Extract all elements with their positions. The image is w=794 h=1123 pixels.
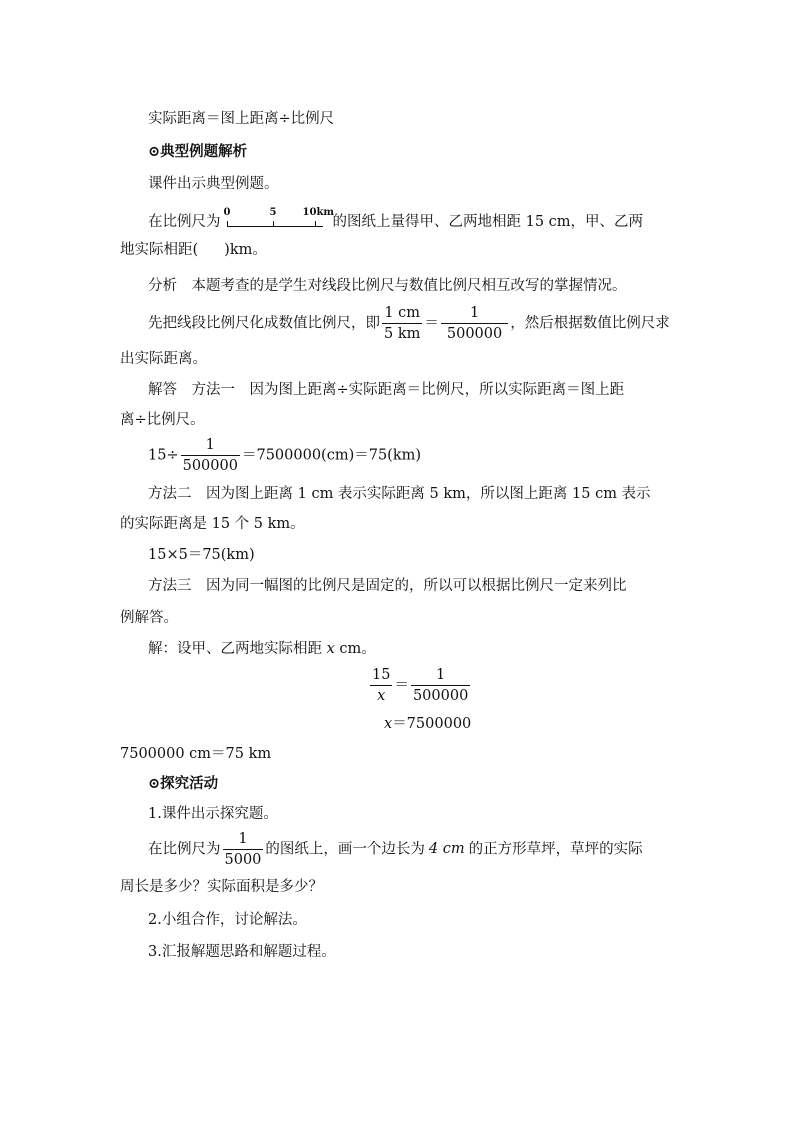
- solution-method-3-cont: 例解答。: [120, 610, 178, 626]
- analysis-line: 分析 本题考查的是学生对线段比例尺与数值比例尺相互改写的掌握情况。: [148, 278, 627, 294]
- calculation-division: [148, 438, 421, 473]
- fraction-1-500000: [441, 306, 508, 341]
- example-line-1: [148, 208, 643, 230]
- scale-bar-label-5: 5: [269, 207, 277, 218]
- analysis-text-b: ，然后根据数值比例尺求: [510, 315, 670, 332]
- calc-text-a: 15÷: [148, 447, 179, 464]
- fraction-1-5000: [223, 832, 264, 867]
- analysis-text-a: 先把线段比例尺化成数值比例尺，即: [148, 315, 380, 332]
- equation-solution: [384, 717, 471, 732]
- example-text-c: 地实际相距(: [120, 242, 199, 258]
- analysis-line-end: 出实际距离。: [120, 351, 207, 367]
- solution-method-1: 解答 方法一 因为图上距离÷实际距离＝比例尺，所以实际距离＝图上距: [148, 382, 625, 398]
- scale-bar-tick-10: [315, 221, 316, 227]
- fraction-numerator: 1: [469, 305, 480, 321]
- explore-step-3: 3.汇报解题思路和解题过程。: [148, 944, 336, 960]
- fraction-denominator: x: [370, 685, 392, 704]
- fraction-numerator: 15: [372, 667, 391, 683]
- conversion-result: 7500000 cm＝75 km: [120, 746, 272, 762]
- explore-step-1: 1.课件出示探究题。: [148, 806, 278, 822]
- scale-bar-tick-0: [227, 221, 228, 227]
- question-text-a: 在比例尺为: [148, 841, 221, 858]
- equals-sign: ＝: [424, 315, 439, 332]
- fraction-15-x: [370, 668, 392, 703]
- let-text-a: 解：设甲、乙两地实际相距: [148, 641, 322, 657]
- example-line-2: [120, 243, 267, 258]
- section-heading-explore: ⊙探究活动: [148, 775, 219, 792]
- let-text-c: cm。: [339, 641, 376, 657]
- fraction-numerator: 1: [436, 667, 446, 683]
- fraction-numerator: 1: [238, 831, 248, 847]
- example-text-b: 的图纸上量得甲、乙两地相距 15 cm，甲、乙两: [332, 214, 644, 230]
- calc-text-b: ＝7500000(cm)＝75(km): [241, 447, 422, 464]
- example-text-a: 在比例尺为: [148, 214, 221, 230]
- fraction-denominator: 5000: [223, 849, 264, 868]
- variable-x: x: [326, 641, 335, 657]
- section-heading-examples: ⊙典型例题解析: [148, 143, 248, 160]
- fraction-numerator: 1 cm: [384, 305, 421, 321]
- fraction-denominator: 500000: [441, 323, 508, 342]
- solution-value: ＝7500000: [392, 716, 472, 732]
- proportion-equation: [368, 668, 472, 703]
- solution-method-3: 方法三 因为同一幅图的比例尺是固定的，所以可以根据比例尺一定来列比: [148, 578, 627, 594]
- fraction-1-500000: [181, 438, 240, 473]
- question-side-length: 4 cm: [428, 841, 465, 858]
- explore-question-line-1: [148, 832, 643, 867]
- paragraph-show-example: 课件出示典型例题。: [148, 176, 279, 192]
- fraction-numerator: 1: [205, 437, 215, 453]
- solution-method-1-cont: 离÷比例尺。: [120, 412, 205, 428]
- solution-let-x: [148, 642, 376, 657]
- variable-x: x: [384, 716, 393, 732]
- example-text-d: )km。: [224, 242, 267, 258]
- explore-step-2: 2.小组合作，讨论解法。: [148, 912, 307, 928]
- fraction-denominator: 500000: [181, 455, 240, 474]
- explore-question-line-2: 周长是多少？实际面积是多少？: [120, 879, 323, 895]
- scale-bar-tick-5: [273, 221, 274, 227]
- calculation-multiply: 15×5＝75(km): [148, 547, 255, 563]
- line-scale-bar: [223, 207, 335, 230]
- question-text-b: 的图纸上，画一个边长为: [265, 841, 425, 858]
- fraction-denominator: 5 km: [382, 323, 422, 342]
- scale-bar-label-km: km: [316, 207, 335, 218]
- equals-sign: ＝: [394, 677, 409, 694]
- fraction-denominator: 500000: [411, 685, 470, 704]
- scale-bar-label-0: 0: [223, 207, 231, 218]
- formula-actual-distance: 实际距离＝图上距离÷比例尺: [148, 111, 335, 127]
- fraction-1cm-5km: [382, 306, 422, 341]
- question-text-d: 的正方形草坪，草坪的实际: [468, 841, 643, 858]
- solution-method-2: 方法二 因为图上距离 1 cm 表示实际距离 5 km，所以图上距离 15 cm 表示: [148, 486, 651, 502]
- scale-bar-label-10: 10: [302, 207, 317, 218]
- scale-bar-line: [227, 226, 323, 227]
- solution-method-2-cont: 的实际距离是 15 个 5 km。: [120, 516, 305, 532]
- analysis-scale-line: [148, 306, 670, 341]
- fraction-1-500000: [411, 668, 470, 703]
